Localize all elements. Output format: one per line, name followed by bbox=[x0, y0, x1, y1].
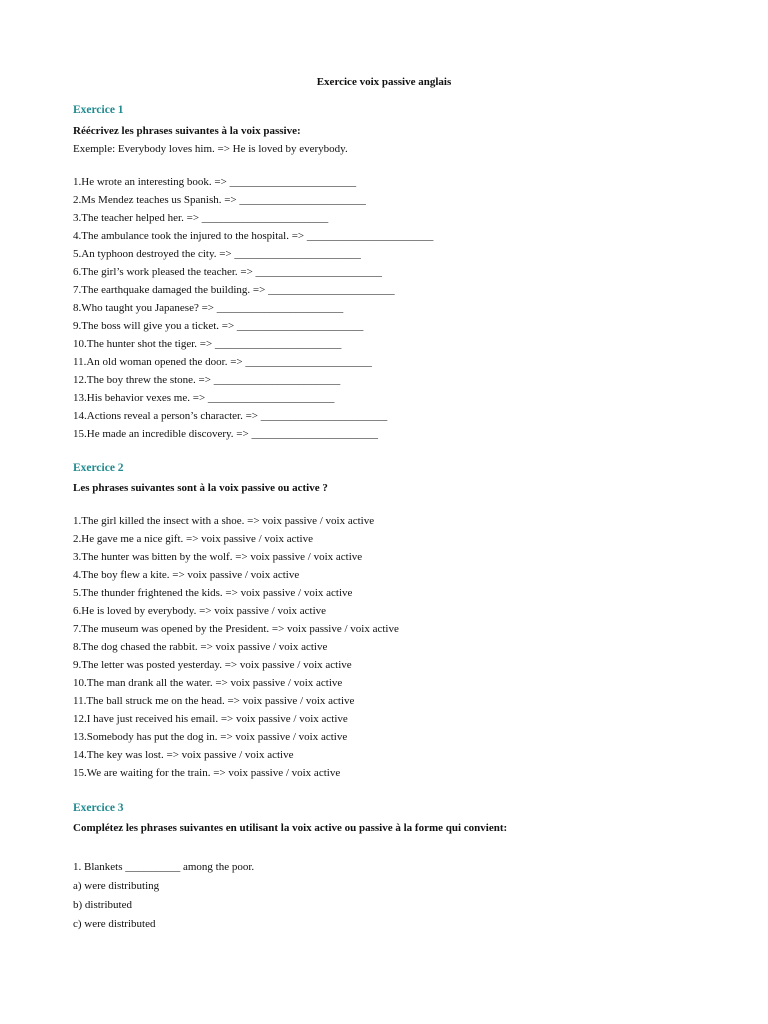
exercise-2-instruction: Les phrases suivantes sont à la voix passive ou active ? bbox=[73, 482, 328, 494]
list-item: 5.An typhoon destroyed the city. => _______________________ bbox=[73, 248, 361, 260]
list-item: 1.He wrote an interesting book. => _______________________ bbox=[73, 176, 357, 188]
exercise-2-heading: Exercice 2 bbox=[73, 462, 124, 474]
list-item: 9.The boss will give you a ticket. => _______________________ bbox=[73, 320, 364, 332]
list-item: 7.The earthquake damaged the building. => _______________________ bbox=[73, 284, 395, 296]
exercise-3-instruction: Complétez les phrases suivantes en utilisant la voix active ou passive à la forme qui convient: bbox=[73, 822, 508, 834]
list-item: 6.He is loved by everybody. => voix passive / voix active bbox=[73, 605, 327, 617]
list-item: 2.He gave me a nice gift. => voix passive / voix active bbox=[73, 533, 313, 545]
list-item: 15.We are waiting for the train. => voix passive / voix active bbox=[73, 767, 341, 779]
list-item: 14.Actions reveal a person’s character. => _______________________ bbox=[73, 410, 388, 422]
list-item: 14.The key was lost. => voix passive / voix active bbox=[73, 749, 294, 761]
list-item: 2.Ms Mendez teaches us Spanish. => _______________________ bbox=[73, 194, 366, 206]
list-item: 12.I have just received his email. => voix passive / voix active bbox=[73, 713, 348, 725]
list-item: 3.The hunter was bitten by the wolf. => voix passive / voix active bbox=[73, 551, 363, 563]
exercise-3-question: 1. Blankets __________ among the poor. bbox=[73, 861, 255, 873]
document-title: Exercice voix passive anglais bbox=[316, 76, 452, 88]
list-item: 4.The boy flew a kite. => voix passive / voix active bbox=[73, 569, 300, 581]
list-item: 13.His behavior vexes me. => _______________________ bbox=[73, 392, 335, 404]
list-item: 10.The hunter shot the tiger. => _______________________ bbox=[73, 338, 342, 350]
exercise-3-options bbox=[73, 877, 159, 934]
list-item: 3.The teacher helped her. => _______________________ bbox=[73, 212, 329, 224]
list-item: 1.The girl killed the insect with a shoe. => voix passive / voix active bbox=[73, 515, 375, 527]
list-item: 5.The thunder frightened the kids. => voix passive / voix active bbox=[73, 587, 353, 599]
list-item: 7.The museum was opened by the President. => voix passive / voix active bbox=[73, 623, 399, 635]
list-item: 15.He made an incredible discovery. => _______________________ bbox=[73, 428, 378, 440]
option-item: a) were distributing bbox=[73, 880, 160, 892]
exercise-1-example: Exemple: Everybody loves him. => He is loved by everybody. bbox=[73, 143, 348, 155]
list-item: 13.Somebody has put the dog in. => voix passive / voix active bbox=[73, 731, 348, 743]
list-item: 4.The ambulance took the injured to the hospital. => _______________________ bbox=[73, 230, 434, 242]
list-item: 11.An old woman opened the door. => _______________________ bbox=[73, 356, 372, 368]
list-item: 10.The man drank all the water. => voix passive / voix active bbox=[73, 677, 343, 689]
list-item: 8.Who taught you Japanese? => _______________________ bbox=[73, 302, 344, 314]
list-item: 8.The dog chased the rabbit. => voix passive / voix active bbox=[73, 641, 328, 653]
list-item: 6.The girl’s work pleased the teacher. => _______________________ bbox=[73, 266, 383, 278]
exercise-1-list bbox=[73, 173, 433, 443]
option-item: c) were distributed bbox=[73, 918, 156, 930]
option-item: b) distributed bbox=[73, 899, 132, 911]
exercise-2-list bbox=[73, 512, 399, 782]
list-item: 9.The letter was posted yesterday. => voix passive / voix active bbox=[73, 659, 352, 671]
list-item: 12.The boy threw the stone. => _______________________ bbox=[73, 374, 341, 386]
exercise-1-instruction: Réécrivez les phrases suivantes à la voix passive: bbox=[73, 125, 301, 137]
exercise-1-heading: Exercice 1 bbox=[73, 104, 124, 116]
list-item: 11.The ball struck me on the head. => voix passive / voix active bbox=[73, 695, 355, 707]
exercise-3-heading: Exercice 3 bbox=[73, 802, 124, 814]
